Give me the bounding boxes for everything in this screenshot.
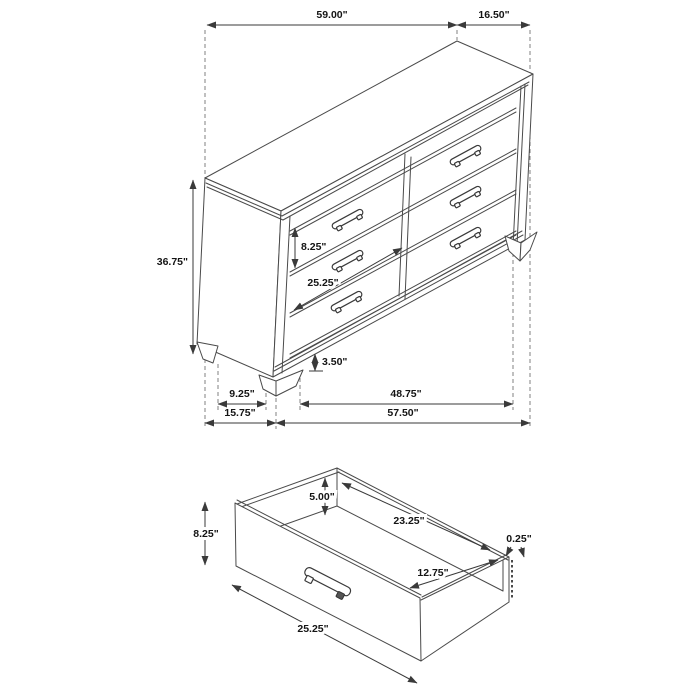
dim-drawer-inner-height-label: 5.00"	[309, 491, 335, 503]
dim-drawer-inner-depth-label: 12.75"	[417, 567, 449, 579]
dim-foot-spacing-label: 9.25"	[229, 388, 255, 400]
dim-foot-height-label: 3.50"	[322, 356, 348, 368]
dim-drawer-front-height-label: 8.25"	[301, 241, 327, 253]
dim-top-width-label: 59.00"	[316, 9, 348, 21]
dim-drawer-side-thickness-label: 0.25"	[506, 533, 532, 545]
dresser-figure	[197, 41, 537, 396]
dim-drawer-inner-width-label: 23.25"	[393, 515, 425, 527]
dim-height-label: 36.75"	[156, 256, 188, 268]
dim-drawer-front-width-label: 25.25"	[297, 623, 329, 635]
dim-base-width-label: 57.50"	[387, 407, 419, 419]
dim-drawer-front-width-label: 25.25"	[307, 277, 339, 289]
dim-drawer-front-height-label: 8.25"	[193, 528, 219, 540]
dim-top-depth-label: 16.50"	[478, 9, 510, 21]
dim-feet-span-label: 48.75"	[390, 388, 422, 400]
dresser-back-foot	[197, 342, 218, 363]
dim-base-depth-label: 15.75"	[224, 407, 256, 419]
